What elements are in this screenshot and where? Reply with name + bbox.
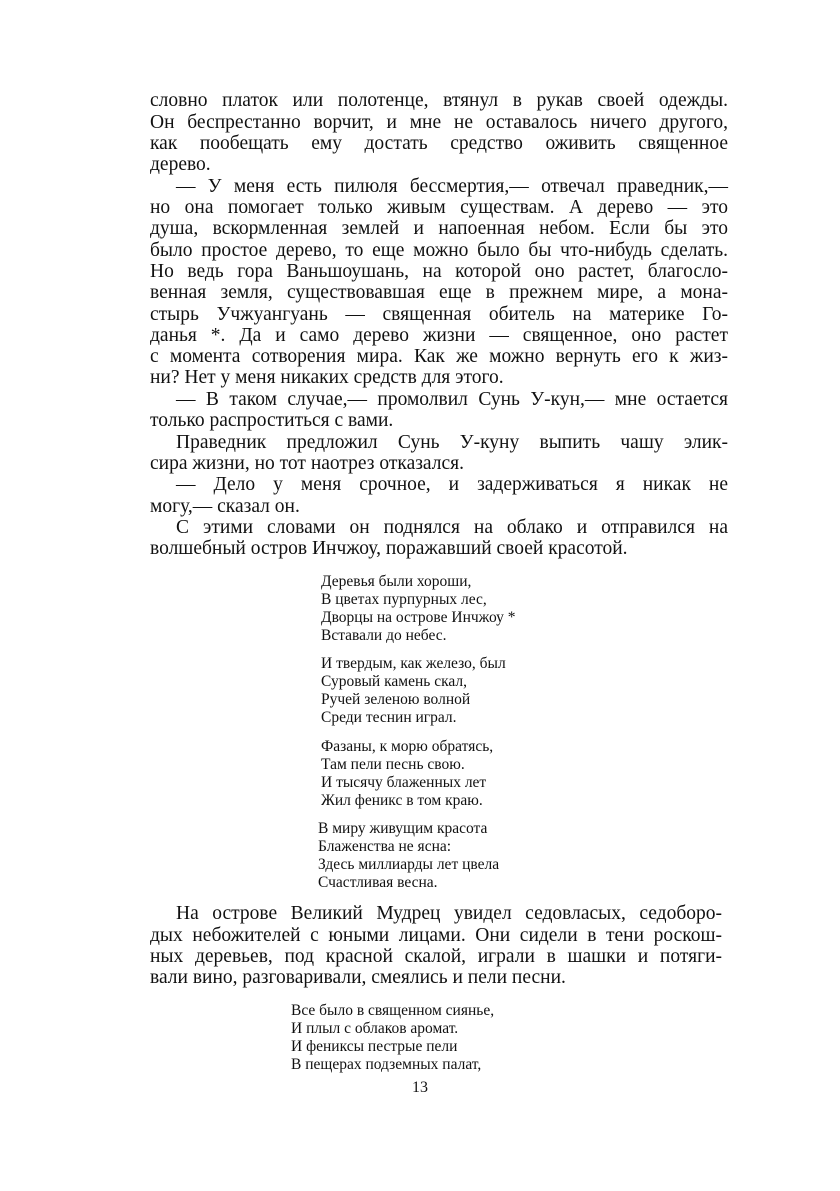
text-line: только распроститься с вами. [150,410,394,431]
text-line: было простое дерево, то еще можно было бы что-нибудь сделать. [150,240,728,261]
verse-line: Все было в священном сиянье, [291,1002,495,1019]
text-line: стырь Учжуангуань — священная обитель на материке Го- [150,304,728,325]
text-line: венная земля, существовавшая еще в прежнем мире, а мона- [150,282,728,303]
text-line: данья *. Да и само дерево жизни — священное, оно растет [150,325,728,346]
text-line: могу,— сказал он. [150,496,300,517]
text-line: сира жизни, но тот наотрез отказался. [150,453,464,474]
verse-line: Там пели песнь свою. [321,756,465,773]
text-line: Праведник предложил Сунь У-куну выпить чашу элик- [176,432,728,453]
verse-line: Среди теснин играл. [321,709,457,726]
verse-line: Жил феникс в том краю. [321,792,483,809]
page-number: 13 [412,1079,428,1096]
text-line: — У меня есть пилюля бессмертия,— отвечал праведник,— [176,176,728,197]
verse-line: Суровый камень скал, [321,673,468,690]
verse-line: В миру живущим красота [318,820,488,837]
text-line: дых небожителей с юными лицами. Они сидели в тени роскош- [150,925,722,946]
verse-line: В пещерах подземных палат, [291,1056,482,1073]
verse-line: И твердым, как железо, был [321,655,506,672]
text-line: волшебный остров Инчжоу, поражавший своей красотой. [150,538,628,559]
verse-line: Дворцы на острове Инчжоу * [321,609,516,626]
text-line: вали вино, разговаривали, смеялись и пели песни. [150,967,566,988]
verse-line: Ручей зеленою волной [321,691,471,708]
verse-line: Деревья были хороши, [321,573,472,590]
text-line: Но ведь гора Ваньшоушань, на которой оно растет, благосло- [150,261,728,282]
text-line: душа, вскормленная землей и напоенная небом. Если бы это [150,218,728,239]
text-line: — В таком случае,— промолвил Сунь У-кун,— мне остается [176,389,728,410]
verse-line: Фазаны, к морю обратясь, [321,738,494,755]
verse-line: В цветах пурпурных лес, [321,591,487,608]
verse-line: И фениксы пестрые пели [291,1038,458,1055]
text-line: как пообещать ему достать средство оживить священное [150,133,728,154]
text-line: ни? Нет у меня никаких средств для этого. [150,367,504,388]
verse-line: Блаженства не ясна: [318,838,452,855]
text-line: Он беспрестанно ворчит, и мне не оставалось ничего другого, [150,112,728,133]
text-line: С этими словами он поднялся на облако и отправился на [176,517,728,538]
text-line: дерево. [150,154,211,175]
verse-line: И тысячу блаженных лет [321,774,487,791]
text-line: ных деревьев, под красной скалой, играли в шашки и потяги- [150,946,722,967]
verse-line: Вставали до небес. [321,627,447,644]
verse-line: Здесь миллиарды лет цвела [318,856,500,873]
text-line: словно платок или полотенце, втянул в рукав своей одежды. [150,90,728,111]
verse-line: Счастливая весна. [318,874,438,891]
verse-line: И плыл с облаков аромат. [291,1020,459,1037]
text-line: На острове Великий Мудрец увидел седовласых, седоборо- [176,903,722,924]
text-line: с момента сотворения мира. Как же можно вернуть его к жиз- [150,346,728,367]
text-line: но она помогает только живым существам. А дерево — это [150,197,728,218]
text-line: — Дело у меня срочное, и задерживаться я никак не [176,474,728,495]
